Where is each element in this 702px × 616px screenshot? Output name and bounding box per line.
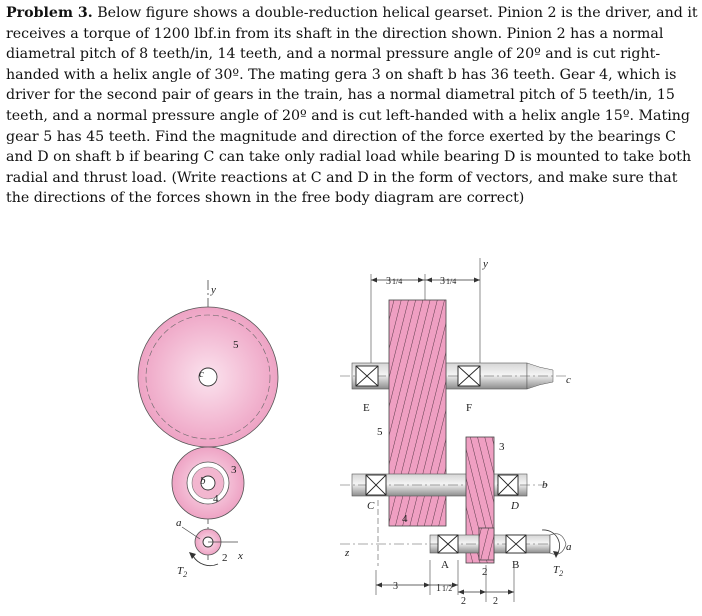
side-shaft-a-label: a <box>566 541 572 553</box>
side-bearing-f-label: F <box>466 402 473 414</box>
side-gear-5-label: 5 <box>377 426 383 438</box>
front-gear-2-label: 2 <box>222 552 228 564</box>
problem-statement <box>6 3 698 209</box>
side-bearing-e <box>356 366 378 386</box>
side-gear-2 <box>479 528 494 560</box>
side-view <box>340 258 572 607</box>
front-gear-3-label: 3 <box>231 464 237 476</box>
front-torque-arrow <box>193 556 218 566</box>
front-view <box>138 280 278 579</box>
side-dim-top-1: 31/4 <box>386 276 403 287</box>
side-gear-4-label: 4 <box>402 513 408 525</box>
problem-heading: Problem 3. <box>6 5 93 21</box>
front-axis-x-label: x <box>238 550 243 562</box>
front-shaft-b-label: b <box>200 475 206 487</box>
side-bearing-b <box>506 535 526 553</box>
side-bearing-e-label: E <box>363 402 370 414</box>
gearset-figure <box>0 230 702 611</box>
side-bearing-a <box>438 535 458 553</box>
front-axis-y-label: y <box>211 284 216 296</box>
side-bearing-b-label: B <box>512 559 520 571</box>
side-bearing-a-label: A <box>441 559 449 571</box>
side-bearing-f <box>458 366 480 386</box>
problem-body: Below figure shows a double-reduction helical gearset. Pinion 2 is the driver, and it receives a torque of 1200 lbf.in from its shaft in the direction shown. Pinion 2 has a normal diametral pitch of 8 teeth/in, 14 teeth, and a normal pressure angle of 20º and is cut right-handed with a helix angle of 30º. The mating gera 3 on shaft b has 36 teeth. Gear 4, which is driver for the second pair of gears in the train, has a normal diametral pitch of 5 teeth/in, 15 teeth, and a normal pressure angle of 20º and is cut left-handed with a helix angle 15º. Mating gear 5 has 45 teeth. Find the magnitude and direction of the force exerted by the bearings C and D on shaft b if bearing C can take only radial load while bearing D is mounted to take both radial and thrust load. (Write reactions at C and D in the form of vectors, and make sure that the directions of the forces shown in the free body diagram are correct) <box>6 5 698 207</box>
side-shaft-b-label: b <box>542 479 548 491</box>
front-torque-label: $T_2$ <box>177 565 188 579</box>
side-dim-bottom-3: 2 <box>461 596 466 607</box>
front-gear-5-label: 5 <box>233 339 239 351</box>
side-bearing-d <box>498 475 518 495</box>
side-dim-bottom-2: 11/2 <box>436 583 453 594</box>
side-axis-z-label: z <box>345 547 350 559</box>
side-bearing-c-label: C <box>367 500 375 512</box>
side-dim-bottom-1: 3 <box>393 581 398 592</box>
side-torque-label: $T_2$ <box>553 564 564 578</box>
side-shaft-c-label: c <box>566 374 571 386</box>
side-bearing-d-label: D <box>511 500 519 512</box>
side-gear-2-label: 2 <box>482 566 488 578</box>
side-gear-3-label: 3 <box>499 441 505 453</box>
front-gear-4-label: 4 <box>213 493 219 505</box>
side-bearing-c <box>366 475 386 495</box>
side-dim-bottom-4: 2 <box>493 596 498 607</box>
side-dim-top-2: 31/4 <box>440 276 457 287</box>
front-shaft-a-label: a <box>176 517 182 529</box>
front-shaft-c-label: c <box>199 368 204 380</box>
side-axis-y-label: y <box>483 258 488 270</box>
gearset-diagram <box>0 230 702 611</box>
